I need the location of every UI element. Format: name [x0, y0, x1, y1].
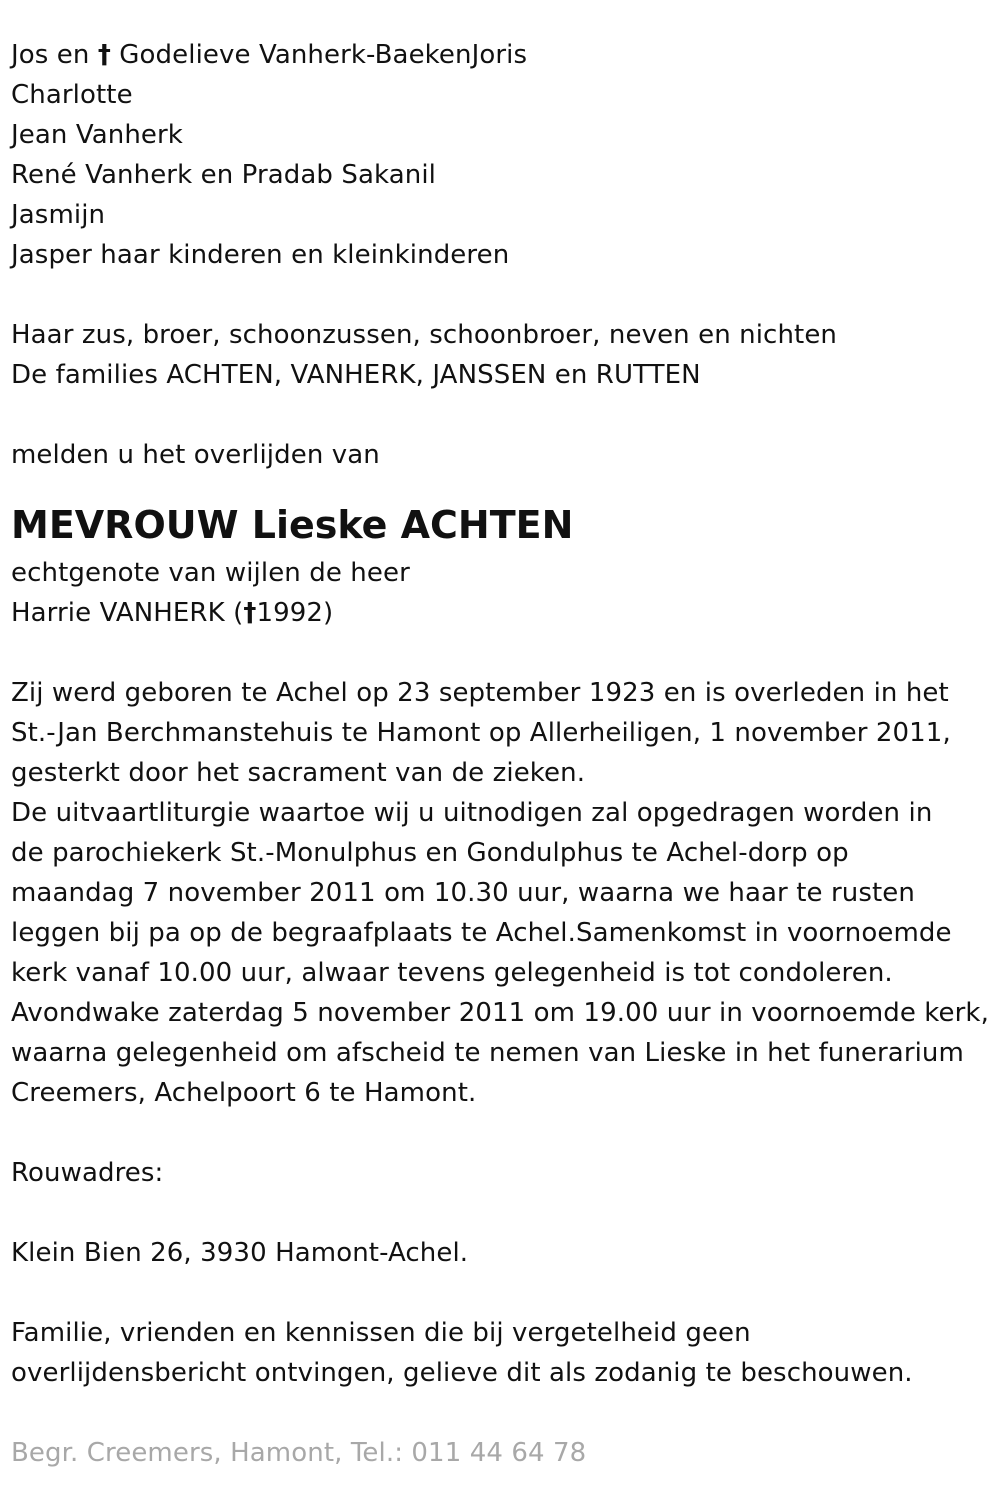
obituary-notice: [11, 35, 996, 1473]
spacer: [11, 1393, 996, 1433]
family-line-6: Jasper haar kinderen en kleinkinderen: [11, 240, 510, 270]
spacer: [11, 395, 996, 435]
deceased-relation: echtgenote van wijlen de heer: [11, 558, 410, 588]
body-line: leggen bij pa op de begraafplaats te Achel.Samenkomst in voornoemde: [11, 918, 952, 948]
family-line-1-suffix: Godelieve Vanherk-BaekenJoris: [110, 40, 528, 70]
body-line: maandag 7 november 2011 om 10.30 uur, waarna we haar te rusten: [11, 878, 915, 908]
family-line-4: René Vanherk en Pradab Sakanil: [11, 160, 436, 190]
spacer: [11, 1273, 996, 1313]
body-line: gesterkt door het sacrament van de zieken.: [11, 758, 586, 788]
relatives-line-1: Haar zus, broer, schoonzussen, schoonbroer, neven en nichten: [11, 320, 837, 350]
body-line: Creemers, Achelpoort 6 te Hamont.: [11, 1078, 477, 1108]
body-line: Zij werd geboren te Achel op 23 september 1923 en is overleden in het: [11, 678, 949, 708]
deceased-name: MEVROUW Lieske ACHTEN: [11, 503, 574, 547]
spouse-name: Harrie VANHERK (: [11, 598, 244, 628]
notice-line-1: Familie, vrienden en kennissen die bij vergetelheid geen: [11, 1318, 751, 1348]
body-line: De uitvaartliturgie waartoe wij u uitnodigen zal opgedragen worden in: [11, 798, 933, 828]
address-value: Klein Bien 26, 3930 Hamont-Achel.: [11, 1238, 469, 1268]
announcement-line: melden u het overlijden van: [11, 440, 380, 470]
deceased-spouse: [11, 593, 996, 633]
cross-icon: †: [97, 40, 111, 70]
relatives-line-2: De families ACHTEN, VANHERK, JANSSEN en RUTTEN: [11, 360, 701, 390]
body-line: St.-Jan Berchmanstehuis te Hamont op Allerheiligen, 1 november 2011,: [11, 718, 951, 748]
funeral-home-footer: Begr. Creemers, Hamont, Tel.: 011 44 64 78: [11, 1438, 587, 1468]
cross-icon: †: [243, 598, 257, 628]
body-line: kerk vanaf 10.00 uur, alwaar tevens gelegenheid is tot condoleren.: [11, 958, 893, 988]
spacer: [11, 275, 996, 315]
family-line-1: [11, 35, 996, 75]
body-line: de parochiekerk St.-Monulphus en Gondulphus te Achel-dorp op: [11, 838, 849, 868]
spacer: [11, 1193, 996, 1233]
family-line-3: Jean Vanherk: [11, 120, 183, 150]
spacer: [11, 633, 996, 673]
spacer: [11, 1113, 996, 1153]
notice-line-2: overlijdensbericht ontvingen, gelieve dit als zodanig te beschouwen.: [11, 1358, 913, 1388]
family-line-5: Jasmijn: [11, 200, 106, 230]
spouse-death-year: 1992): [256, 598, 334, 628]
address-label: Rouwadres:: [11, 1158, 164, 1188]
spacer: [11, 475, 996, 497]
body-line: Avondwake zaterdag 5 november 2011 om 19.00 uur in voornoemde kerk,: [11, 998, 989, 1028]
family-line-1-prefix: Jos en: [11, 40, 98, 70]
body-line: waarna gelegenheid om afscheid te nemen van Lieske in het funerarium: [11, 1038, 964, 1068]
family-line-2: Charlotte: [11, 80, 133, 110]
